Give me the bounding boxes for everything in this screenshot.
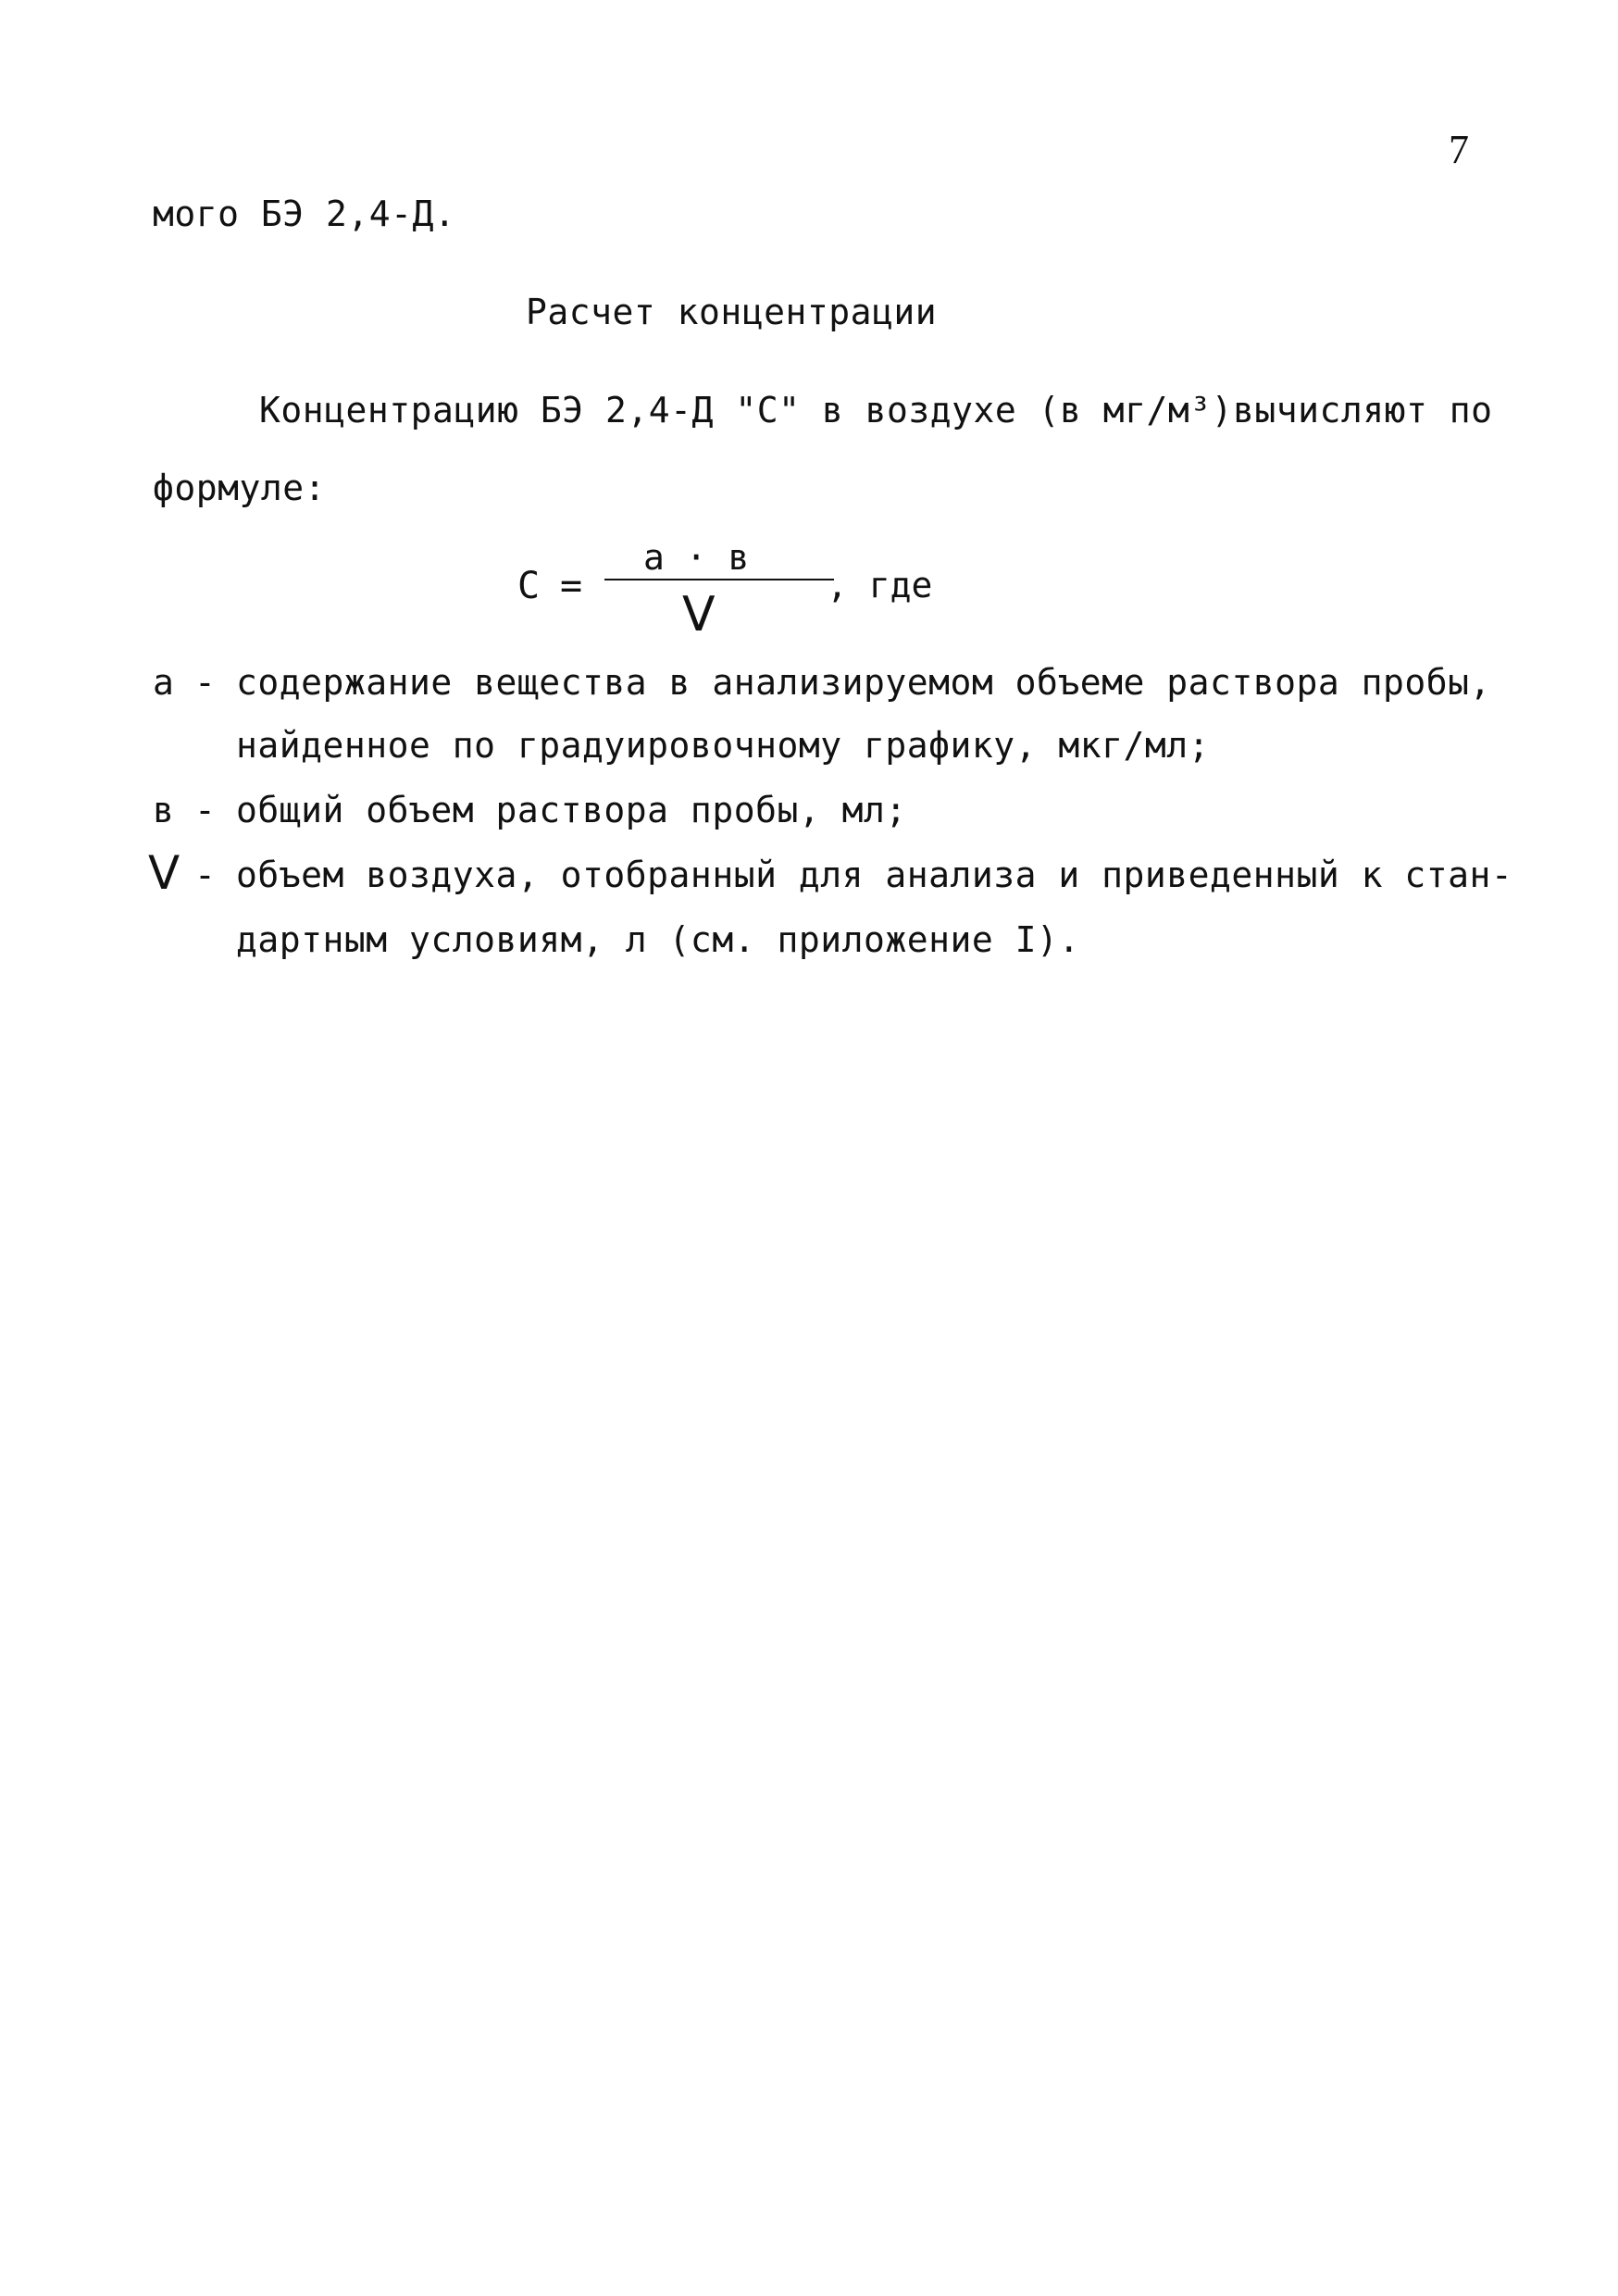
section-heading: Расчет концентрации [526,292,938,332]
definition-v-line-1: объем воздуха, отобранный для анализа и приведенный к стан- [236,855,1513,895]
definition-a-dash: - [194,662,217,703]
formula-numerator: а · в [643,537,750,578]
continuation-line: мого БЭ 2,4-Д. [153,193,456,234]
definition-a-line-1: содержание вещества в анализируемом объеме раствора пробы, [236,662,1491,703]
formula-tail: , где [827,565,933,605]
definition-b-dash: - [194,790,217,830]
paragraph-line-2: формуле: [153,468,327,508]
definition-v-dash: - [194,855,217,895]
formula-denominator: V [682,587,716,643]
definition-b-symbol: в [153,790,175,830]
page-number: 7 [1449,127,1470,172]
paragraph-line-1: Концентрацию БЭ 2,4-Д "С" в воздухе (в мг/м³)вычисляют по [259,390,1493,430]
concentration-formula [514,537,940,643]
definition-a-symbol: а [153,662,175,703]
definition-b-line-1: общий объем раствора пробы, мл; [236,790,907,830]
definition-v-symbol: V [148,846,180,900]
fraction-bar [604,579,834,580]
formula-equals: = [560,565,583,607]
definition-v-line-2: дартным условиям, л (см. приложение I). [236,919,1080,960]
formula-lhs: С [517,565,541,607]
definition-a-line-2: найденное по градуировочному графику, мкг/мл; [236,725,1211,766]
